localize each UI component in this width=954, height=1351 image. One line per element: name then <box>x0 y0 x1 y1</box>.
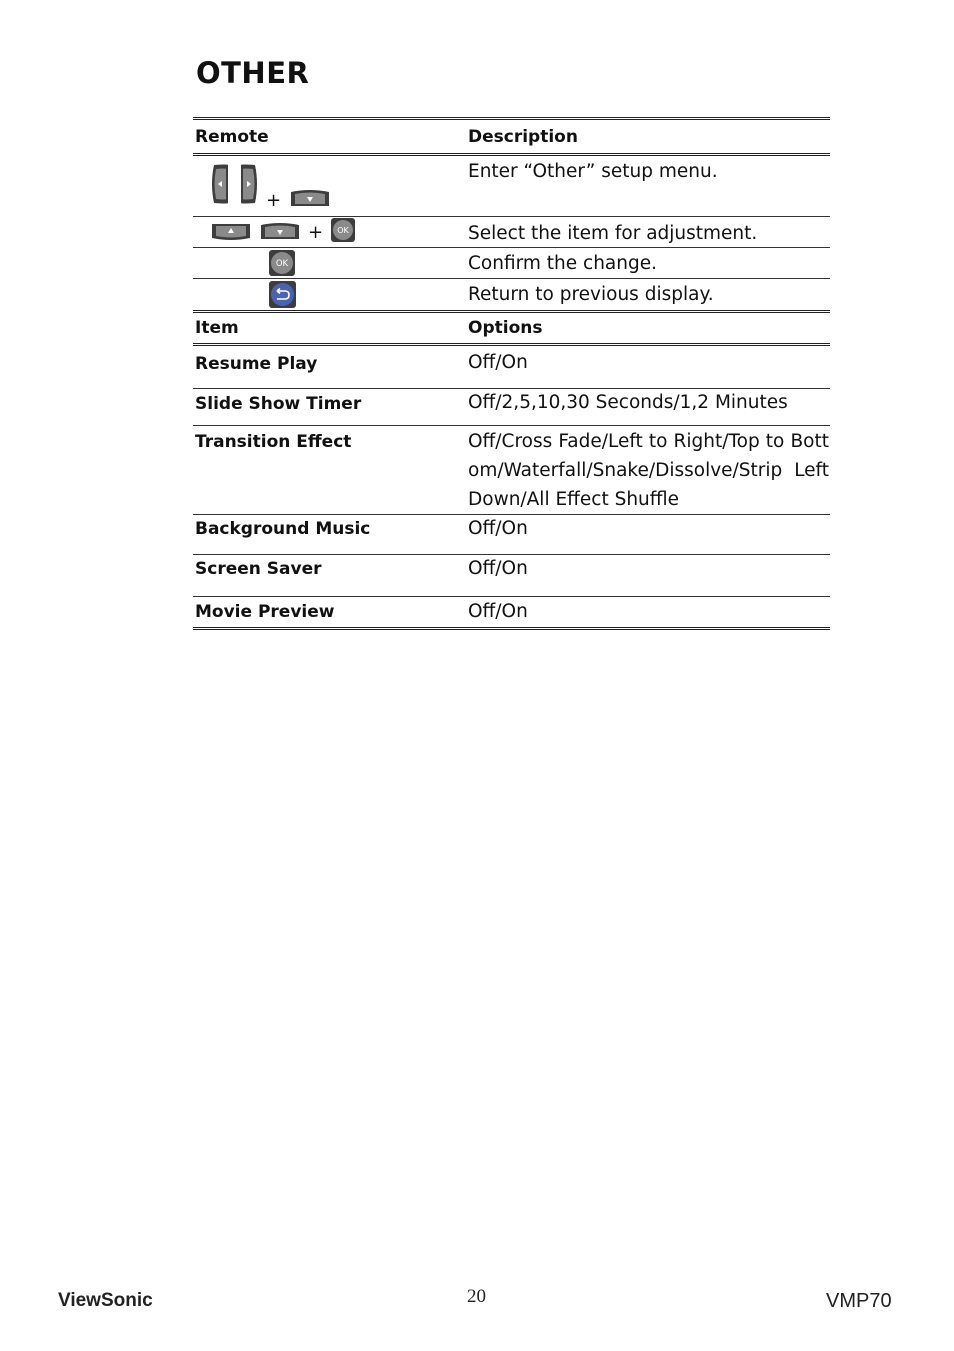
down-arrow-icon <box>258 223 302 241</box>
page-title: OTHER <box>196 56 310 90</box>
footer-model: VMP70 <box>826 1290 892 1312</box>
remote-row-confirm <box>193 248 830 279</box>
item-label: Background Music <box>195 519 371 539</box>
return-icon <box>269 281 296 308</box>
item-options: Off/On <box>468 352 528 373</box>
table-row <box>193 426 830 515</box>
item-options: Off/On <box>468 601 528 622</box>
remote-description: Confirm the change. <box>468 252 658 274</box>
left-arrow-icon <box>212 162 230 206</box>
ok-icon <box>331 218 355 242</box>
options-table-header <box>193 312 830 345</box>
remote-row-select <box>193 217 830 248</box>
settings-table <box>193 117 830 630</box>
page-number: 20 <box>467 1286 486 1307</box>
remote-description: Enter “Other” setup menu. <box>468 161 718 182</box>
options-column-header: Options <box>468 318 543 338</box>
remote-table-header <box>193 119 830 155</box>
table-row <box>193 555 830 597</box>
item-label: Screen Saver <box>195 559 322 579</box>
item-options: Off/Cross Fade/Left to Right/Top to Bottom/Waterfall/Snake/Dissolve/Strip Left Down/All Effect Shuffle <box>468 431 829 510</box>
item-options: Off/On <box>468 558 528 579</box>
plus-sign: + <box>308 222 324 243</box>
table-row <box>193 389 830 426</box>
item-label: Movie Preview <box>195 602 335 622</box>
up-arrow-icon <box>209 222 253 240</box>
item-column-header: Item <box>195 318 239 338</box>
item-options: Off/On <box>468 518 528 539</box>
remote-row-return <box>193 279 830 312</box>
remote-description: Return to previous display. <box>468 284 714 305</box>
remote-description: Select the item for adjustment. <box>468 222 758 244</box>
footer-brand: ViewSonic <box>58 1290 153 1311</box>
remote-row-enter <box>193 155 830 217</box>
ok-label: OK <box>275 259 289 269</box>
ok-label: OK <box>337 226 349 235</box>
table-row <box>193 597 830 629</box>
item-options: Off/2,5,10,30 Seconds/1,2 Minutes <box>468 392 788 413</box>
down-arrow-icon <box>288 190 332 208</box>
remote-column-header: Remote <box>195 126 269 147</box>
description-column-header: Description <box>468 126 578 147</box>
table-row <box>193 515 830 555</box>
right-arrow-icon <box>239 162 257 206</box>
table-row <box>193 345 830 389</box>
item-label: Slide Show Timer <box>195 394 362 414</box>
item-label: Transition Effect <box>195 432 352 452</box>
ok-icon <box>269 250 295 276</box>
plus-sign: + <box>266 190 282 211</box>
item-label: Resume Play <box>195 354 318 374</box>
